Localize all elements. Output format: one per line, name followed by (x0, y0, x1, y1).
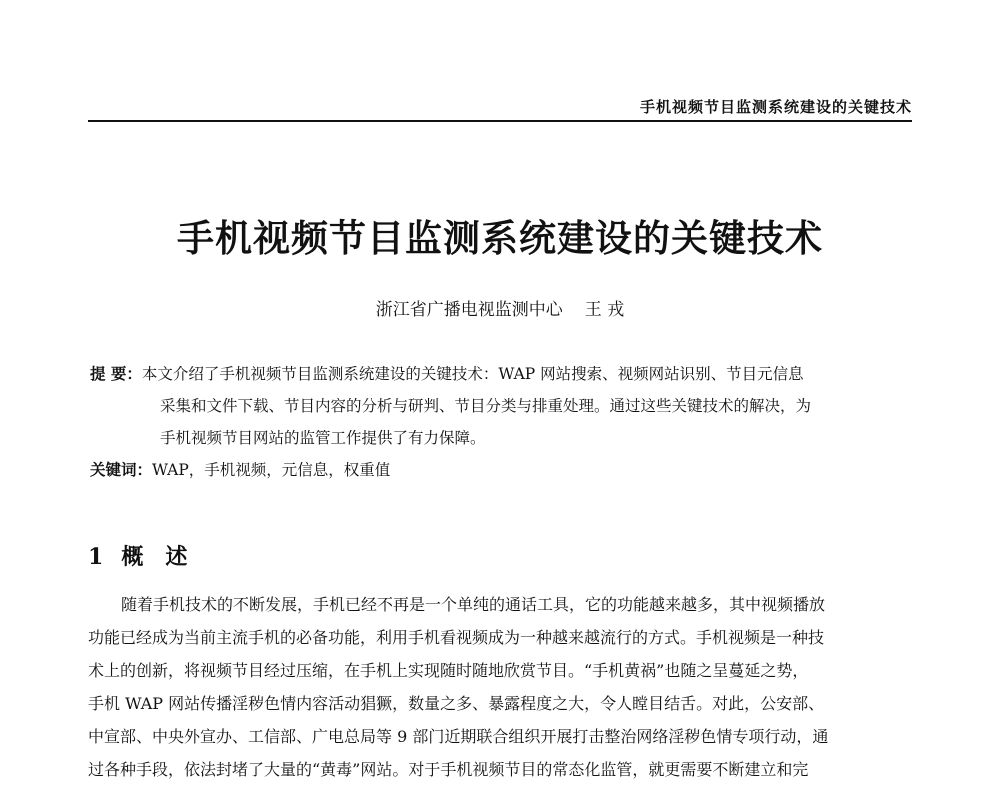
body-line: 随着手机技术的不断发展，手机已经不再是一个单纯的通话工具，它的功能越来越多，其中视频播放 (121, 595, 826, 614)
section-heading (88, 540, 209, 571)
running-head: 手机视频节目监测系统建设的关键技术 (639, 98, 912, 116)
body-line: 术上的创新，将视频节目经过压缩，在手机上实现随时随地欣赏节目。“手机黄祸”也随之呈蔓延之势， (88, 661, 809, 680)
body-text (88, 588, 914, 786)
section-title: 概述 (121, 544, 210, 570)
body-line: 中宣部、中央外宣办、工信部、广电总局等 9 部门近期联合组织开展打击整治网络淫秽色情专项行动，通 (88, 727, 829, 746)
abstract-block (90, 358, 912, 486)
keywords-line (90, 454, 912, 486)
author-affiliation: 浙江省广播电视监测中心 (375, 300, 563, 320)
body-line: 手机 WAP 网站传播淫秽色情内容活动猖獗，数量之多、暴露程度之大，令人瞠目结舌。对此，公安部、 (88, 694, 825, 713)
body-line: 过各种手段，依法封堵了大量的“黄毒”网站。对于手机视频节目的常态化监管，就更需要不断建立和完 (88, 760, 809, 779)
abstract-line (90, 358, 912, 390)
author-name: 王 戎 (584, 300, 625, 320)
keywords-label: 关键词： (90, 461, 153, 479)
author-line (0, 295, 1000, 320)
abstract-label: 提 要： (90, 365, 142, 383)
keywords-text: WAP，手机视频，元信息，权重值 (152, 461, 391, 479)
abstract-line: 手机视频节目网站的监管工作提供了有力保障。 (160, 429, 486, 447)
section-number: 1 (88, 544, 104, 570)
abstract-text: 本文介绍了手机视频节目监测系统建设的关键技术：WAP 网站搜索、视频网站识别、节目元信息 (141, 365, 804, 383)
body-line: 功能已经成为当前主流手机的必备功能，利用手机看视频成为一种越来越流行的方式。手机视频是一种技 (88, 628, 825, 647)
paper-title: 手机视频节目监测系统建设的关键技术 (177, 216, 823, 260)
header-rule (88, 120, 912, 122)
abstract-line: 采集和文件下载、节目内容的分析与研判、节目分类与排重处理。通过这些关键技术的解决，为 (160, 397, 812, 415)
